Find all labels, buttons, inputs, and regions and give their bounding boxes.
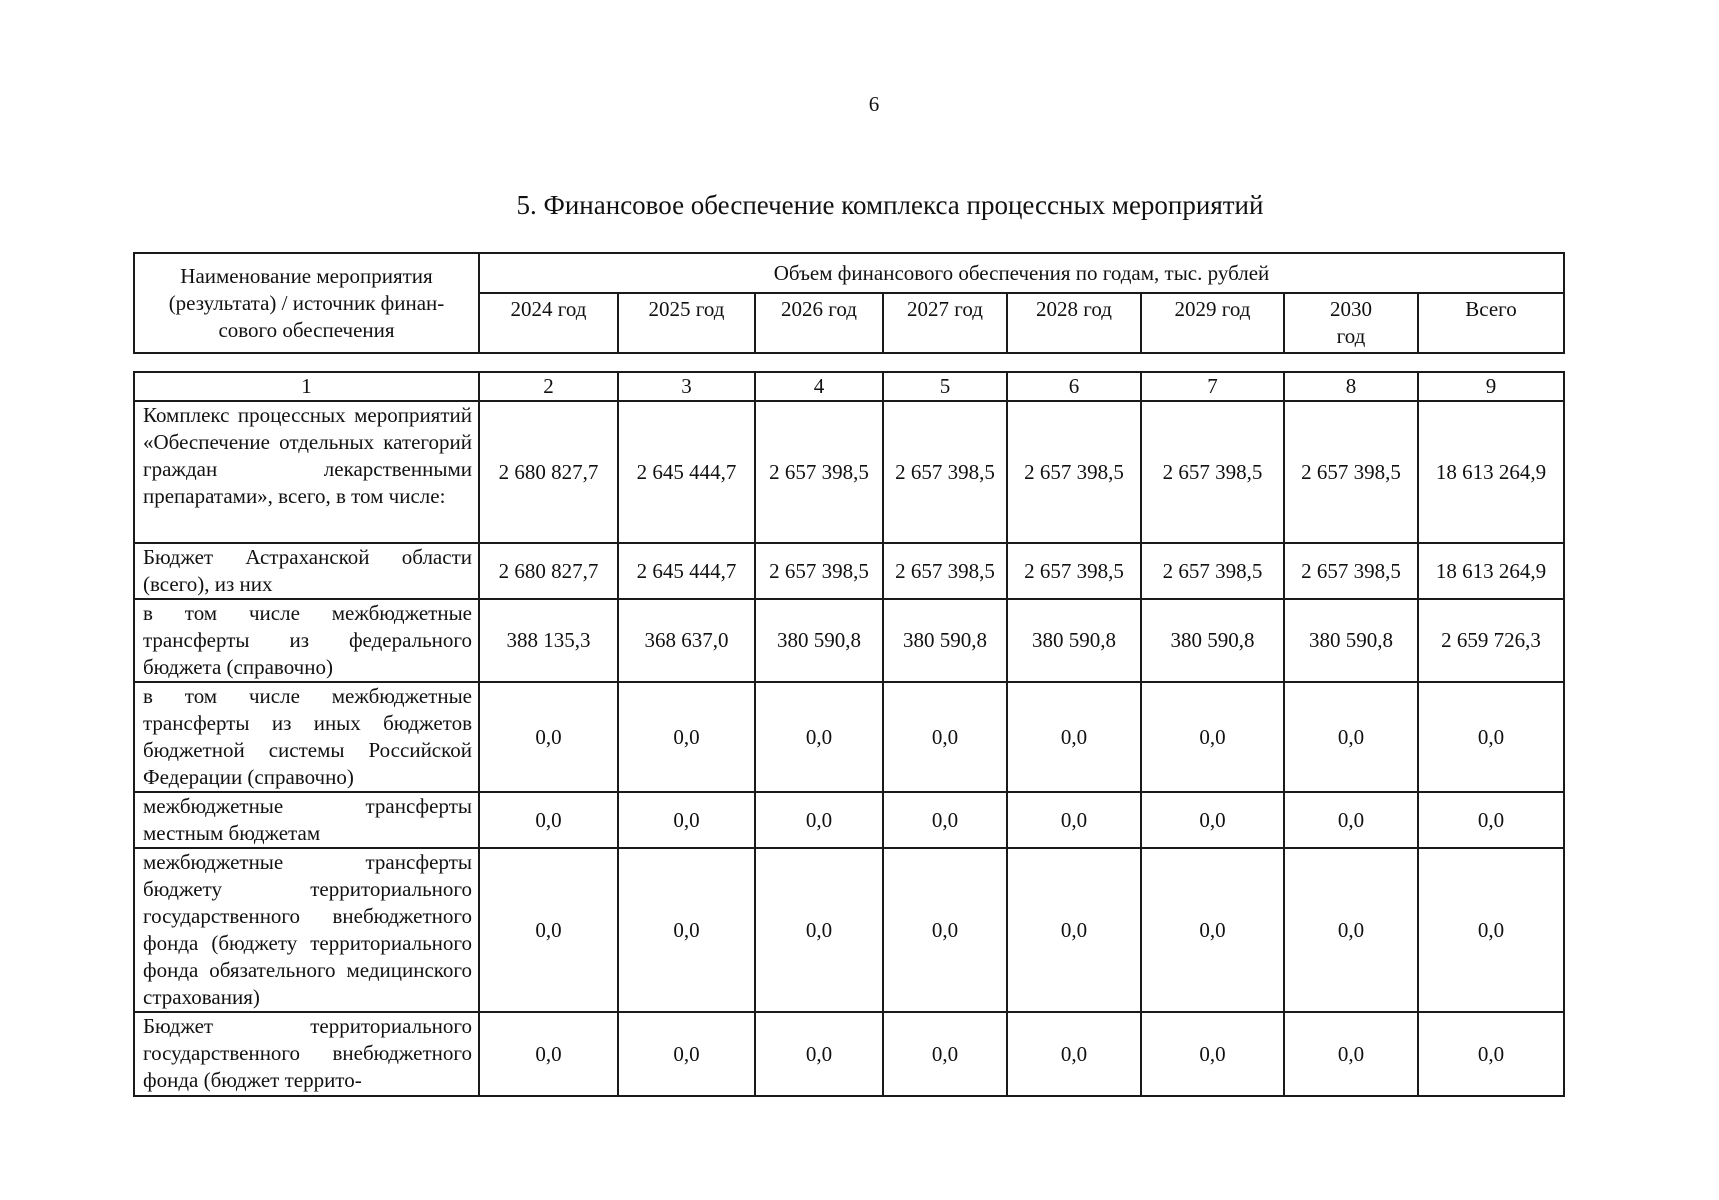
row-value: 0,0 [1418,682,1564,792]
row-value: 0,0 [479,682,618,792]
row-label: Комплекс процессных мероприятий «Обеспечение отдельных категорий граждан лекарственными препаратами», всего, в том числе: [134,401,479,543]
row-value: 2 657 398,5 [755,401,883,543]
row-value: 0,0 [1284,848,1418,1012]
row-value: 380 590,8 [1007,599,1141,682]
header-year-2028: 2028 год [1007,293,1141,353]
row-value: 2 657 398,5 [883,543,1007,599]
row-value: 18 613 264,9 [1418,401,1564,543]
row-value: 0,0 [1141,792,1284,848]
row-value: 0,0 [618,848,755,1012]
row-value: 0,0 [883,1012,1007,1096]
column-number: 2 [479,372,618,401]
row-label: межбюджетные трансферты местным бюджетам [134,792,479,848]
row-value: 380 590,8 [883,599,1007,682]
header-name-column: Наименование мероприятия (результата) / источник финан-сового обеспечения [134,253,479,353]
row-value: 0,0 [479,1012,618,1096]
row-value: 0,0 [618,682,755,792]
column-number: 6 [1007,372,1141,401]
row-label: в том числе межбюджетные трансферты из иных бюджетов бюджетной системы Российской Федерации (справочно) [134,682,479,792]
row-value: 0,0 [1007,792,1141,848]
header-year-2029: 2029 год [1141,293,1284,353]
row-value: 0,0 [883,682,1007,792]
row-value: 0,0 [1141,848,1284,1012]
header-total: Всего [1418,293,1564,353]
header-year-2027: 2027 год [883,293,1007,353]
column-number: 4 [755,372,883,401]
row-value: 2 657 398,5 [1007,401,1141,543]
table-row [134,848,1564,1012]
row-value: 2 657 398,5 [1284,401,1418,543]
row-value: 380 590,8 [1141,599,1284,682]
row-value: 0,0 [755,848,883,1012]
row-value: 380 590,8 [755,599,883,682]
row-value: 2 645 444,7 [618,543,755,599]
row-value: 2 657 398,5 [1141,401,1284,543]
row-label: Бюджет территориального государственного внебюджетного фонда (бюджет террито- [134,1012,479,1096]
column-number-row [134,372,1564,401]
row-value: 0,0 [1418,792,1564,848]
row-value: 0,0 [1284,792,1418,848]
row-value: 388 135,3 [479,599,618,682]
row-value: 18 613 264,9 [1418,543,1564,599]
row-value: 2 657 398,5 [1141,543,1284,599]
row-value: 0,0 [479,848,618,1012]
column-number: 5 [883,372,1007,401]
row-value: 0,0 [618,792,755,848]
header-year-2030: 2030 год [1284,293,1418,353]
table-row [134,792,1564,848]
table-row [134,401,1564,543]
row-value: 0,0 [1007,682,1141,792]
row-value: 2 645 444,7 [618,401,755,543]
row-value: 0,0 [1284,1012,1418,1096]
row-value: 0,0 [1141,682,1284,792]
row-value: 2 680 827,7 [479,543,618,599]
header-year-2025: 2025 год [618,293,755,353]
row-value: 0,0 [755,682,883,792]
financing-table [133,371,1565,1097]
row-value: 2 659 726,3 [1418,599,1564,682]
column-number: 7 [1141,372,1284,401]
header-year-2024: 2024 год [479,293,618,353]
page-number: 6 [868,92,880,116]
row-value: 0,0 [1007,848,1141,1012]
row-value: 2 680 827,7 [479,401,618,543]
row-value: 0,0 [618,1012,755,1096]
financing-table-header [133,252,1565,354]
column-number: 1 [134,372,479,401]
row-value: 2 657 398,5 [1007,543,1141,599]
row-value: 0,0 [1418,1012,1564,1096]
row-value: 0,0 [883,848,1007,1012]
row-value: 2 657 398,5 [883,401,1007,543]
row-label: Бюджет Астраханской области (всего), из них [134,543,479,599]
row-value: 0,0 [1418,848,1564,1012]
header-year-2026: 2026 год [755,293,883,353]
column-number: 9 [1418,372,1564,401]
row-label: в том числе межбюджетные трансферты из федерального бюджета (справочно) [134,599,479,682]
header-group-label: Объем финансового обеспечения по годам, тыс. рублей [479,253,1564,293]
table-row [134,1012,1564,1096]
row-value: 368 637,0 [618,599,755,682]
row-value: 380 590,8 [1284,599,1418,682]
row-value: 0,0 [479,792,618,848]
column-number: 8 [1284,372,1418,401]
column-number: 3 [618,372,755,401]
row-value: 0,0 [755,792,883,848]
row-value: 0,0 [1284,682,1418,792]
row-value: 0,0 [1007,1012,1141,1096]
row-value: 0,0 [755,1012,883,1096]
row-value: 2 657 398,5 [755,543,883,599]
table-row [134,682,1564,792]
table-row [134,599,1564,682]
table-row [134,543,1564,599]
row-label: межбюджетные трансферты бюджету территориального государственного внебюджетного фонда (бюджету территориального фонда обязательного медицинского страхования) [134,848,479,1012]
row-value: 0,0 [1141,1012,1284,1096]
row-value: 2 657 398,5 [1284,543,1418,599]
section-title: 5. Финансовое обеспечение комплекса процессных мероприятий [516,190,1264,220]
row-value: 0,0 [883,792,1007,848]
